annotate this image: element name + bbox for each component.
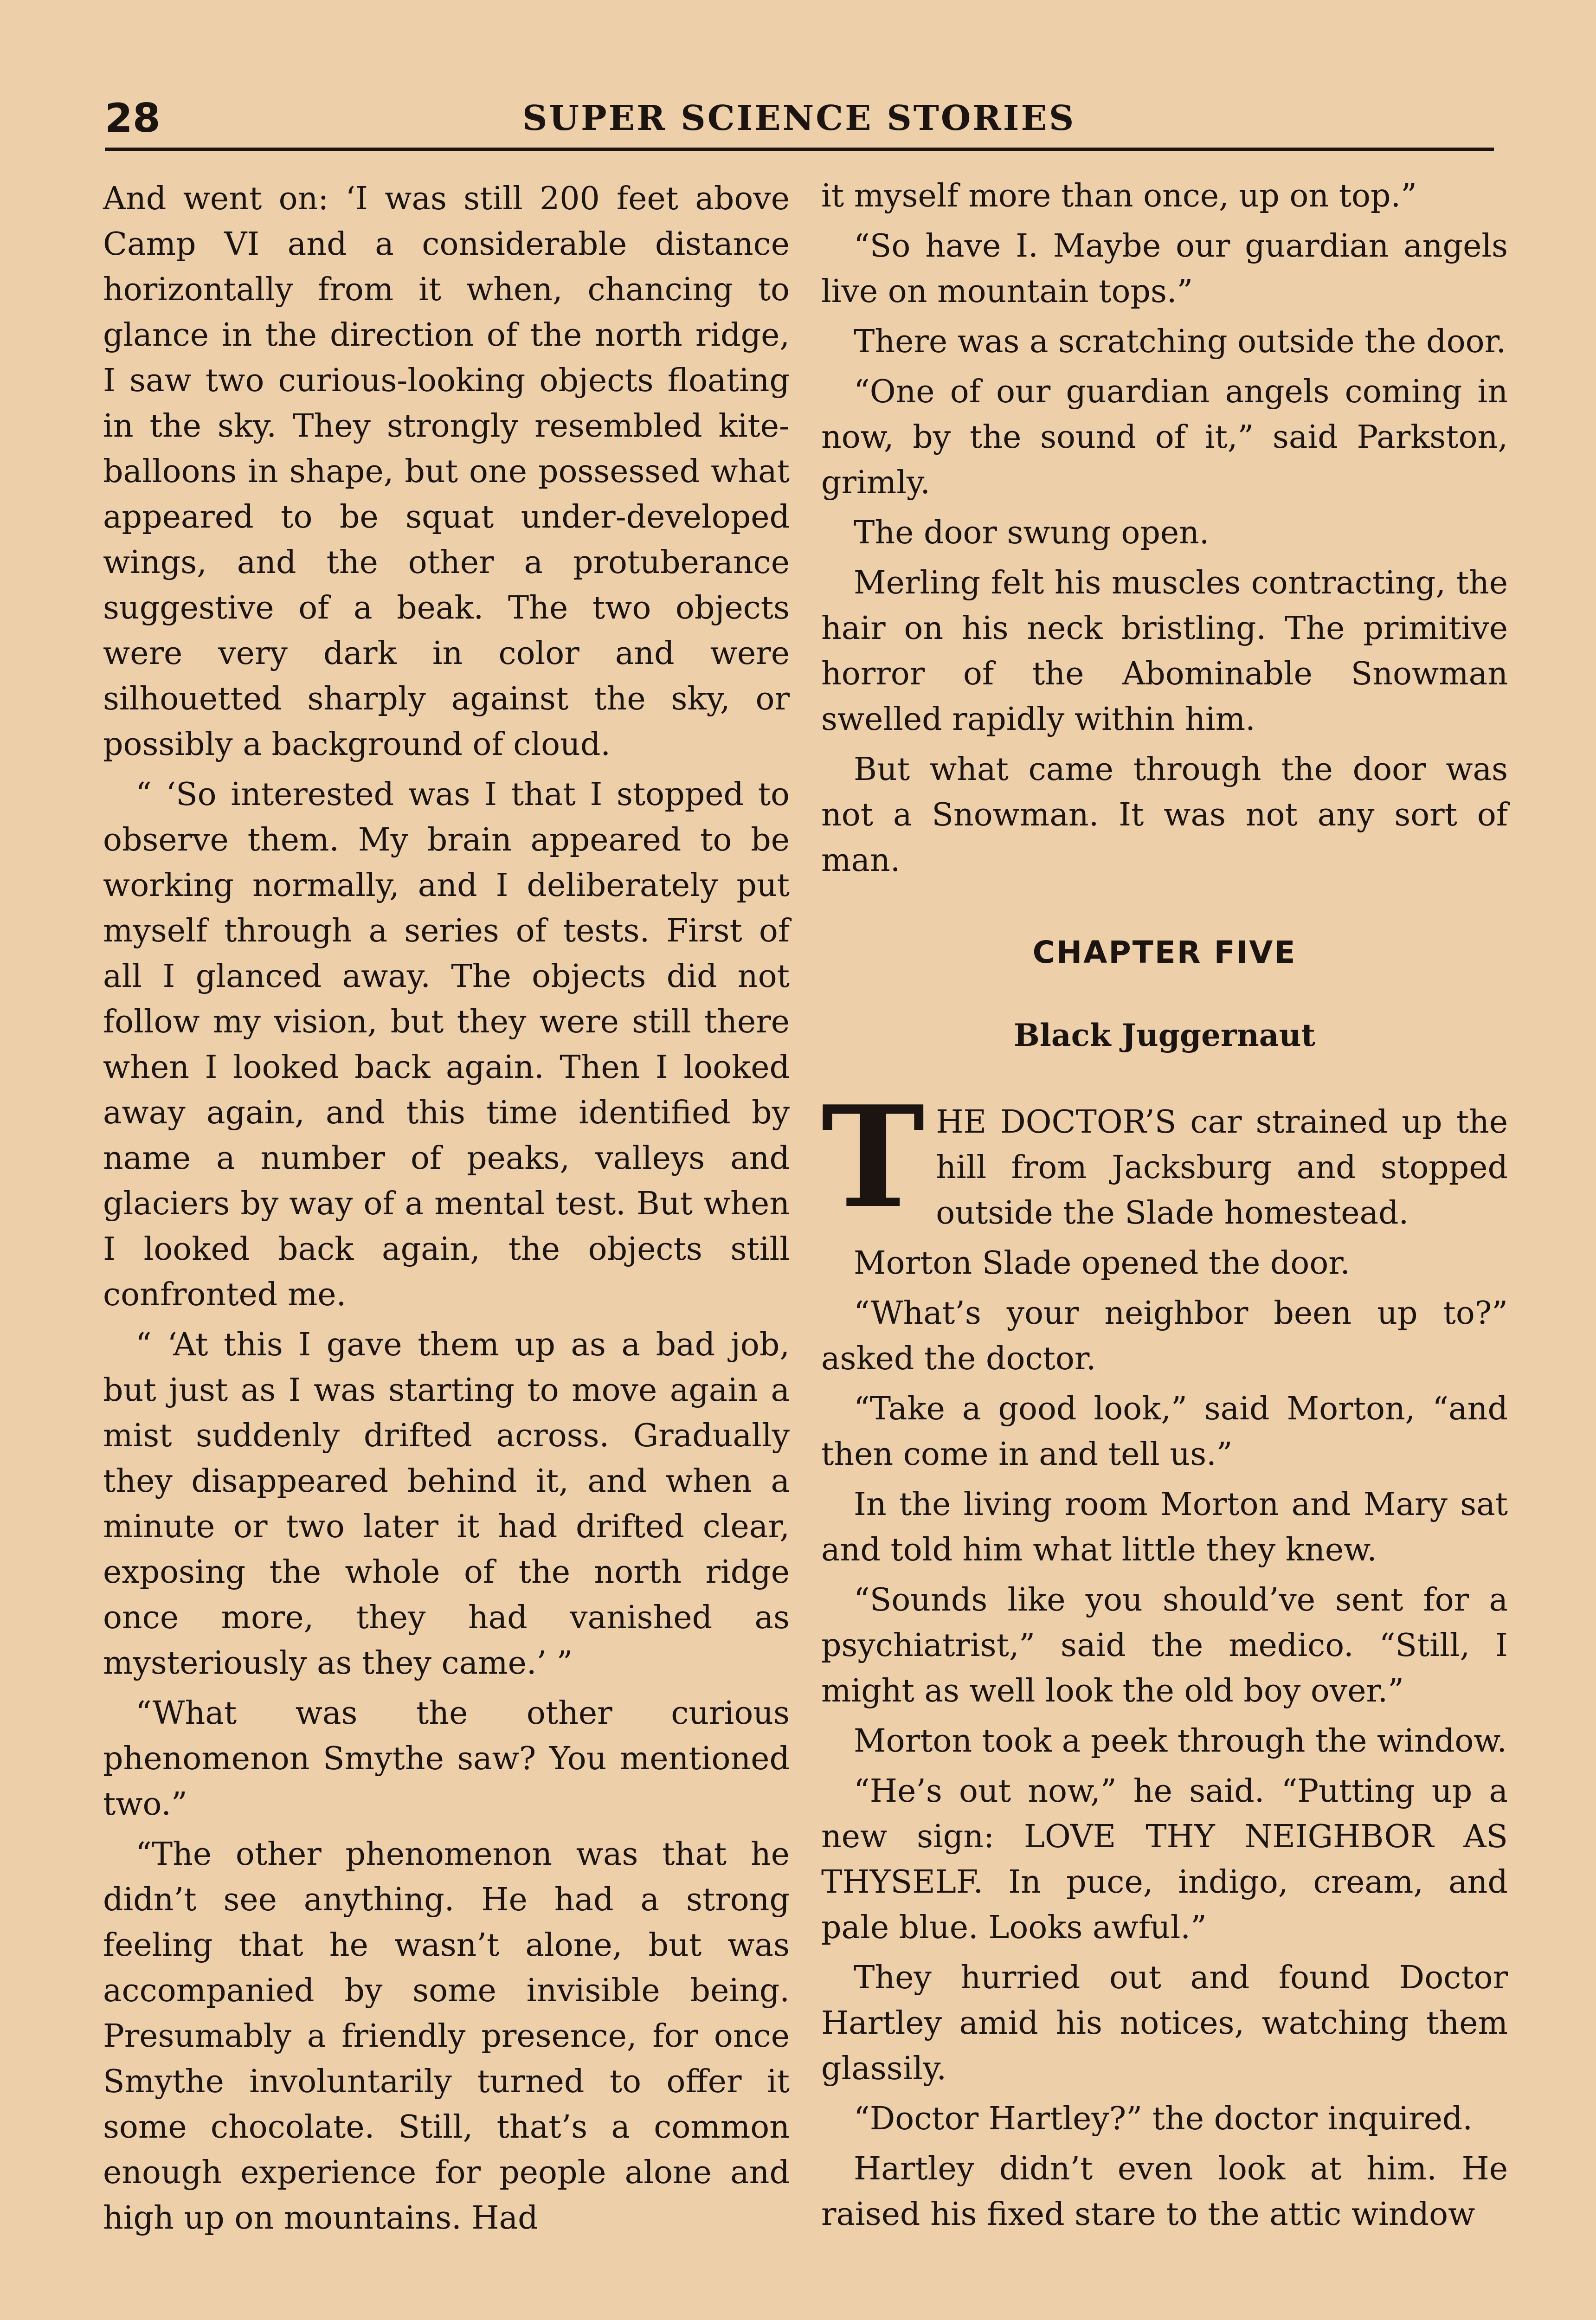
right-column [821,174,1508,2242]
chapter-opening-paragraph: THE DOCTOR’S car strained up the hill from Jacksburg and stopped outside the Slade homestead. [821,1075,1508,1239]
story-paragraph: “He’s out now,” he said. “Putting up a new sign: LOVE THY NEIGHBOR AS THYSELF. In puce, indigo, cream, and pale blue. Looks awful.” [821,1773,1508,1946]
story-paragraph: “Take a good look,” said Morton, “and then come in and tell us.” [821,1391,1508,1473]
story-paragraph: “What was the other curious phenomenon Smythe saw? You mentioned two.” [103,1695,790,1823]
page-number: 28 [105,95,161,142]
story-paragraph: “Doctor Hartley?” the doctor inquired. [854,2101,1473,2137]
story-paragraph: In the living room Morton and Mary sat and told him what little they knew. [821,1486,1508,1568]
left-column [103,176,790,2246]
story-paragraph: The door swung open. [854,515,1210,551]
story-paragraph: “What’s your neighbor been up to?” asked the doctor. [821,1295,1508,1377]
story-paragraph: it myself more than once, up on top.” [821,178,1417,214]
header-rule [105,148,1494,151]
story-paragraph: There was a scratching outside the door. [854,323,1506,360]
story-paragraph: Hartley didn’t even look at him. He raised his fixed stare to the attic window [821,2151,1508,2233]
magazine-title: SUPER SCIENCE STORIES [522,98,1076,138]
story-paragraph: Morton took a peek through the window. [854,1723,1507,1759]
story-paragraph: “One of our guardian angels coming in now, by the sound of it,” said Parkston, grimly. [821,374,1508,501]
page-header [105,93,1494,148]
story-paragraph: “Sounds like you should’ve sent for a psychiatrist,” said the medico. “Still, I might as well look the old boy over.” [821,1582,1508,1709]
story-paragraph: Morton Slade opened the door. [854,1245,1350,1282]
story-paragraph: But what came through the door was not a Snowman. It was not any sort of man. [821,751,1508,879]
chapter-subtitle: Black Juggernaut [1013,1017,1315,1053]
story-paragraph: “The other phenomenon was that he didn’t see anything. He had a strong feeling that he wasn’t alone, but was accompanied by some invisible being. Presumably a friendly presence, for once Smythe involuntarily turned to offer it some chocolate. Still, that’s a common enough experience for people alone and high up on mountains. Had [103,1836,790,2236]
story-paragraph: “So have I. Maybe our guardian angels live on mountain tops.” [821,228,1508,310]
story-paragraph: “ ‘So interested was I that I stopped to observe them. My brain appeared to be working normally, and I deliberately put myself through a series of tests. First of all I glanced away. The objects did not follow my vision, but they were still there when I looked back again. Then I looked away again, and this time identified by name a number of peaks, valleys and glaciers by way of a mental test. But when I looked back again, the objects still confronted me. [103,776,790,1313]
story-paragraph: Merling felt his muscles contracting, the hair on his neck bristling. The primitive horror of the Abominable Snowman swelled rapidly within him. [821,565,1508,738]
chapter-heading: CHAPTER FIVE [1032,934,1297,970]
story-paragraph: “ ‘At this I gave them up as a bad job, but just as I was starting to move again a mist suddenly drifted across. Gradually they disappeared behind it, and when a minute or two later it had drifted clear, exposing the whole of the north ridge once more, they had vanished as mysteriously as they came.’ ” [103,1327,790,1682]
story-paragraph: They hurried out and found Doctor Hartley amid his notices, watching them glassily. [821,1959,1508,2087]
story-paragraph: And went on: ‘I was still 200 feet above Camp VI and a considerable distance horizontally from it when, chancing to glance in the direction of the north ridge, I saw two curious-looking objects floating in the sky. They strongly resembled kite-balloons in shape, but one possessed what appeared to be squat under-developed wings, and the other a protuberance suggestive of a beak. The two objects were very dark in color and were silhouetted sharply against the sky, or possibly a background of cloud. [103,180,790,763]
